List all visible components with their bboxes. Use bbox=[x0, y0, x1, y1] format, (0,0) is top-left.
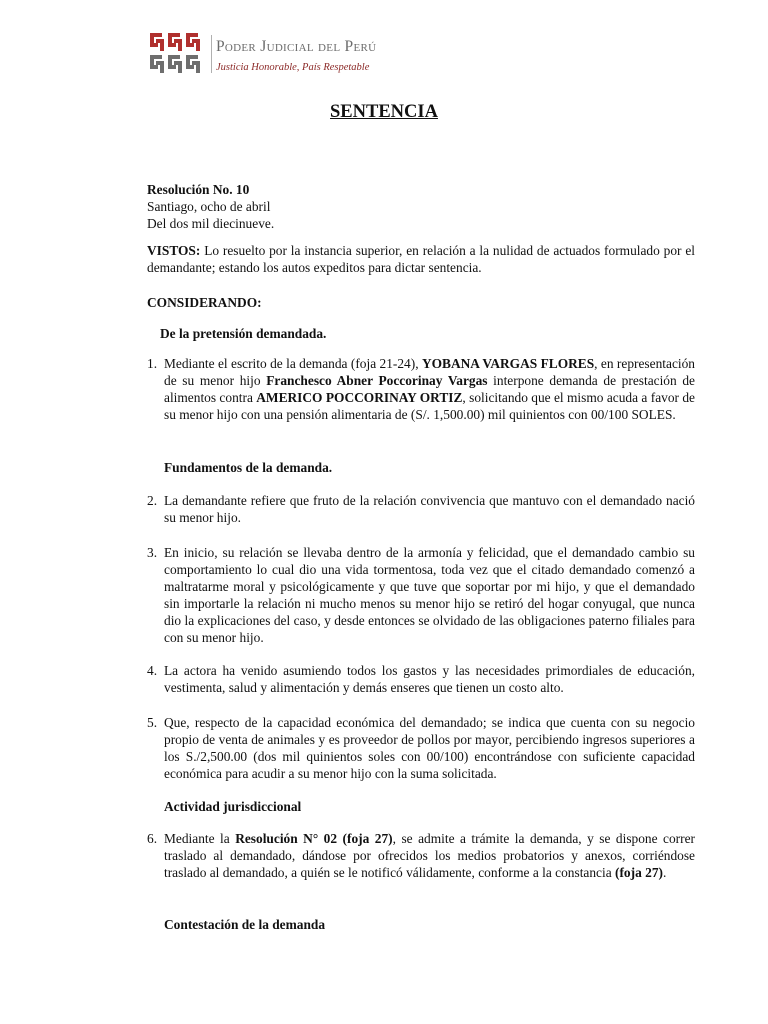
resolution-number: Resolución No. 10 bbox=[147, 182, 250, 197]
foja-reference: (foja 27) bbox=[615, 865, 663, 880]
paragraph-text bbox=[164, 355, 695, 423]
paragraph-number: 4. bbox=[147, 663, 158, 678]
poder-judicial-logo-icon bbox=[148, 31, 206, 77]
minor-name: Franchesco Abner Poccorinay Vargas bbox=[266, 373, 488, 388]
paragraph-text: La demandante refiere que fruto de la relación convivencia que mantuvo con el demandado nació su menor hijo. bbox=[164, 493, 695, 525]
text-run: , solicitando que el mismo acuda a favor de su menor hijo con una pensión alimentaria de (S/. 1,500.00) mil quinientos con 00/100 SOLES. bbox=[164, 390, 695, 422]
text-run: , se admite a trámite la demanda, y se dispone correr traslado al demandado, dándose por ofrecidos los medios probatorios y anexos, corriéndose traslado al demandado, a quién se le notificó válidamente, conforme a la constancia bbox=[164, 831, 695, 880]
plaintiff-name: YOBANA VARGAS FLORES bbox=[421, 356, 595, 371]
vistos-paragraph bbox=[147, 242, 695, 276]
heading-actividad: Actividad jurisdiccional bbox=[164, 799, 302, 814]
paragraph-number: 2. bbox=[147, 493, 158, 508]
paragraph-number: 5. bbox=[147, 715, 158, 730]
institution-name: Poder Judicial del Perú bbox=[216, 38, 377, 55]
vistos-text: Lo resuelto por la instancia superior, en relación a la nulidad de actuados formulado por el demandante; estando los autos expeditos para dictar sentencia. bbox=[147, 243, 695, 275]
date-line-1: Santiago, ocho de abril bbox=[147, 199, 271, 214]
document-title: SENTENCIA bbox=[330, 102, 438, 122]
institution-motto: Justicia Honorable, País Respetable bbox=[216, 62, 370, 73]
heading-contestacion: Contestación de la demanda bbox=[164, 917, 326, 932]
paragraph-text: Que, respecto de la capacidad económica del demandado; se indica que cuenta con su negocio propio de venta de animales y es proveedor de pollos por mayor, percibiendo ingresos superiores a los S./2,500.00 (dos mil quinientos soles con 00/100) encontrándose con suficiente capacidad económica para acudir a su menor hijo con la suma solicitada. bbox=[164, 715, 695, 781]
paragraph-number: 6. bbox=[147, 831, 158, 846]
text-run: , en representación de su menor hijo bbox=[164, 356, 695, 388]
letterhead-divider bbox=[211, 35, 212, 73]
resolution-header bbox=[147, 181, 695, 232]
paragraph-text: En inicio, su relación se llevaba dentro de la armonía y felicidad, que el demandado cambio su comportamiento lo cual dio una vida tormentosa, toda vez que el citado demandado comenzó a maltratarme moral y psicológicamente y que tuve que soportar por mi hijo, y que el demandado sin importarle la relación ni mucho menos su menor hijo se retiró del hogar conyugal, que nunca dio la explicaciones del caso, y desde entonces se olvidado de las obligaciones paterno filiales para con su menor hijo. bbox=[164, 545, 695, 645]
paragraph-text bbox=[164, 830, 695, 881]
date-line-2: Del dos mil diecinueve. bbox=[147, 216, 275, 231]
considerando-heading: CONSIDERANDO: bbox=[147, 295, 262, 310]
paragraph-text: La actora ha venido asumiendo todos los gastos y las necesidades primordiales de educación, vestimenta, salud y alimentación y demás enseres que tienen un costo alto. bbox=[164, 663, 695, 695]
resolution-reference: Resolución N° 02 (foja 27) bbox=[235, 831, 393, 846]
paragraph-number: 3. bbox=[147, 545, 158, 560]
heading-fundamentos: Fundamentos de la demanda. bbox=[164, 460, 333, 475]
text-run: interpone demanda de prestación de alimentos contra bbox=[164, 373, 695, 405]
text-run: Mediante el escrito de la demanda (foja 21-24), bbox=[164, 356, 422, 371]
defendant-name: AMERICO POCCORINAY ORTIZ bbox=[256, 390, 463, 405]
paragraph-number: 1. bbox=[147, 356, 158, 371]
vistos-label: VISTOS: bbox=[147, 243, 201, 258]
text-run: Mediante la bbox=[164, 831, 236, 846]
heading-pretension: De la pretensión demandada. bbox=[160, 326, 327, 341]
text-run: . bbox=[662, 865, 667, 880]
